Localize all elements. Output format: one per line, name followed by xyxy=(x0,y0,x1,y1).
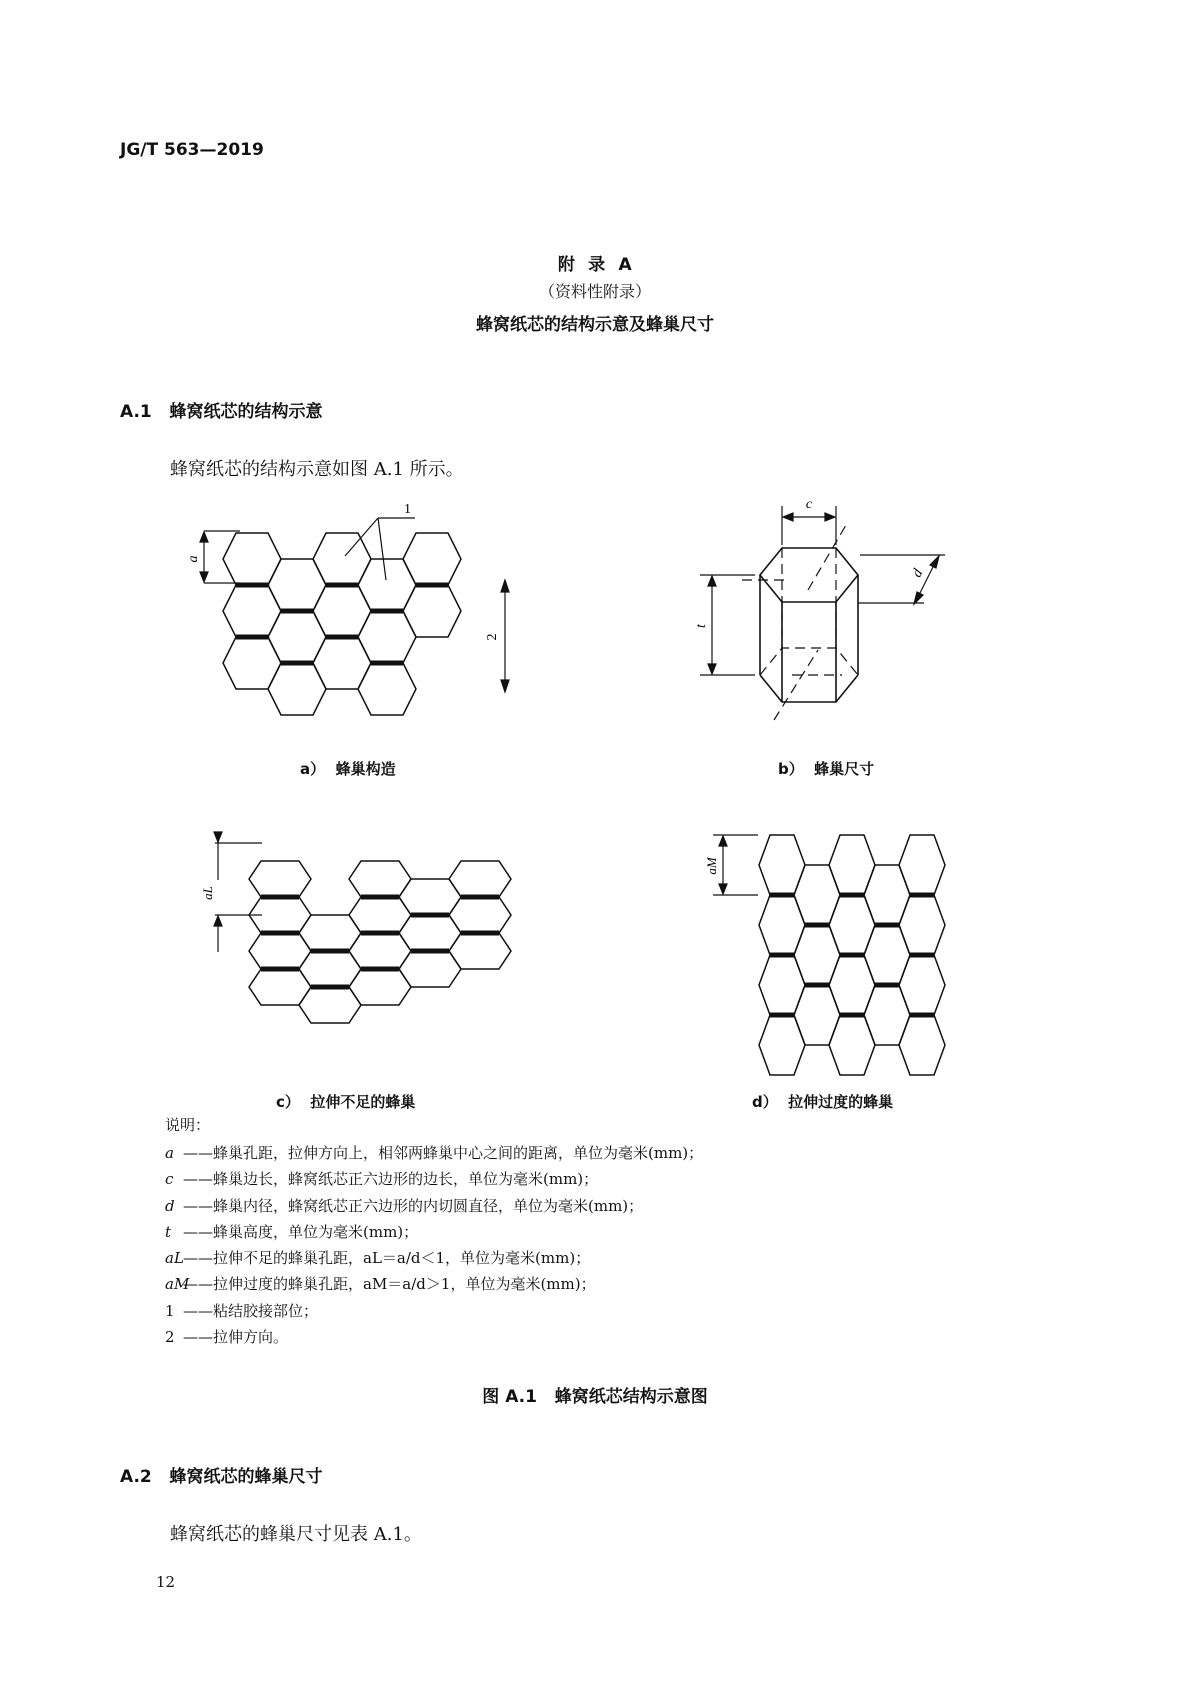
figure-b-caption: b） 蜂巢尺寸 xyxy=(778,760,875,778)
figure-title: 图 A.1 蜂窝纸芯结构示意图 xyxy=(482,1387,708,1407)
honeycomb-cell xyxy=(899,1015,945,1075)
honeycomb-cell xyxy=(864,925,910,985)
honeycomb-cell xyxy=(759,955,805,1015)
legend-item-aL xyxy=(165,1245,703,1271)
figure-b-label-d: d xyxy=(909,566,927,580)
honeycomb-cell xyxy=(829,895,875,955)
figure-c-understretched-honeycomb xyxy=(249,861,511,1023)
legend-symbol: a xyxy=(165,1144,174,1162)
honeycomb-cell xyxy=(449,933,511,969)
legend-item-t xyxy=(165,1219,703,1245)
figure-a-annotations xyxy=(200,518,509,692)
legend-text: ——拉伸方向。 xyxy=(183,1328,289,1347)
honeycomb-cell xyxy=(794,925,840,985)
appendix-subtitle: （资料性附录） xyxy=(538,282,651,301)
figure-a-caption: a） 蜂巢构造 xyxy=(300,760,396,778)
figure-a-label-1: 1 xyxy=(404,502,411,517)
honeycomb-cell xyxy=(449,861,511,897)
figure-d-annotations xyxy=(713,835,758,895)
legend-text: ——蜂巢边长，蜂窝纸芯正六边形的边长，单位为毫米(mm)； xyxy=(183,1170,599,1189)
legend-symbol: aL xyxy=(165,1249,184,1268)
legend-title: 说明： xyxy=(165,1116,211,1134)
legend-symbol: c xyxy=(165,1170,174,1189)
page-number: 12 xyxy=(156,1573,176,1591)
figure-a-label-a: a xyxy=(186,555,201,563)
legend-symbol: 2 xyxy=(165,1328,175,1347)
figure-d-label-aM: aM xyxy=(704,857,719,875)
legend-item-aM xyxy=(165,1271,703,1297)
appendix-title: 附 录 A xyxy=(557,255,633,275)
legend-item-c xyxy=(165,1166,703,1192)
figure-b-dimensions xyxy=(700,506,945,675)
honeycomb-cell xyxy=(358,663,416,715)
honeycomb-cell xyxy=(864,865,910,925)
honeycomb-cell xyxy=(899,955,945,1015)
honeycomb-cell xyxy=(403,533,461,585)
honeycomb-cell xyxy=(759,835,805,895)
figure-b-label-c: c xyxy=(805,497,813,512)
legend-text: ——拉伸过度的蜂巢孔距，aM＝a/d＞1，单位为毫米(mm)； xyxy=(183,1275,596,1294)
legend-text: ——蜂巢高度，单位为毫米(mm)； xyxy=(183,1222,419,1241)
legend-text: ——蜂巢孔距，拉伸方向上，相邻两蜂巢中心之间的距离，单位为毫米(mm)； xyxy=(183,1144,704,1162)
figure-b-label-t: t xyxy=(694,624,709,628)
section-a2-heading: A.2 蜂窝纸芯的蜂巢尺寸 xyxy=(120,1467,323,1487)
legend-item-a xyxy=(165,1140,703,1166)
legend-text: ——蜂巢内径，蜂窝纸芯正六边形的内切圆直径，单位为毫米(mm)； xyxy=(183,1196,644,1215)
honeycomb-cell xyxy=(899,835,945,895)
figure-b-honeycomb-cell xyxy=(742,525,858,720)
legend-symbol: d xyxy=(165,1196,175,1215)
legend-symbol: 1 xyxy=(165,1301,175,1320)
legend-text: ——粘结胶接部位； xyxy=(183,1301,319,1320)
figure-d-caption: d） 拉伸过度的蜂巢 xyxy=(752,1093,894,1111)
legend-item-2 xyxy=(165,1324,703,1350)
legend-text: ——拉伸不足的蜂巢孔距，aL＝a/d＜1，单位为毫米(mm)； xyxy=(183,1249,591,1268)
section-a1-paragraph: 蜂窝纸芯的结构示意如图 A.1 所示。 xyxy=(170,459,464,480)
figure-a-honeycomb-structure xyxy=(223,533,461,715)
figure-d-overstretched-honeycomb xyxy=(759,835,945,1075)
standard-id: JG/T 563—2019 xyxy=(120,140,264,160)
honeycomb-cell xyxy=(759,1015,805,1075)
honeycomb-cell xyxy=(249,861,311,897)
honeycomb-cell xyxy=(794,865,840,925)
legend-item-d xyxy=(165,1193,703,1219)
legend-list xyxy=(165,1140,703,1350)
legend-symbol: aM xyxy=(165,1275,190,1294)
legend-item-1 xyxy=(165,1298,703,1324)
appendix-name: 蜂窝纸芯的结构示意及蜂巢尺寸 xyxy=(476,315,714,335)
honeycomb-cell xyxy=(759,895,805,955)
section-a1-heading: A.1 蜂窝纸芯的结构示意 xyxy=(120,402,323,422)
section-a2-paragraph: 蜂窝纸芯的蜂巢尺寸见表 A.1。 xyxy=(170,1524,422,1545)
figure-a-label-2: 2 xyxy=(485,633,500,641)
figure-c-caption: c） 拉伸不足的蜂巢 xyxy=(276,1093,416,1111)
honeycomb-cell xyxy=(899,895,945,955)
honeycomb-cell xyxy=(794,985,840,1045)
legend-symbol: t xyxy=(165,1222,172,1241)
honeycomb-cell xyxy=(864,985,910,1045)
honeycomb-cell xyxy=(829,1015,875,1075)
honeycomb-cell xyxy=(829,835,875,895)
honeycomb-cell xyxy=(449,897,511,933)
figure-c-label-aL: aL xyxy=(200,886,215,900)
honeycomb-cell xyxy=(403,585,461,637)
honeycomb-cell xyxy=(829,955,875,1015)
figure-c-annotations xyxy=(214,832,262,952)
